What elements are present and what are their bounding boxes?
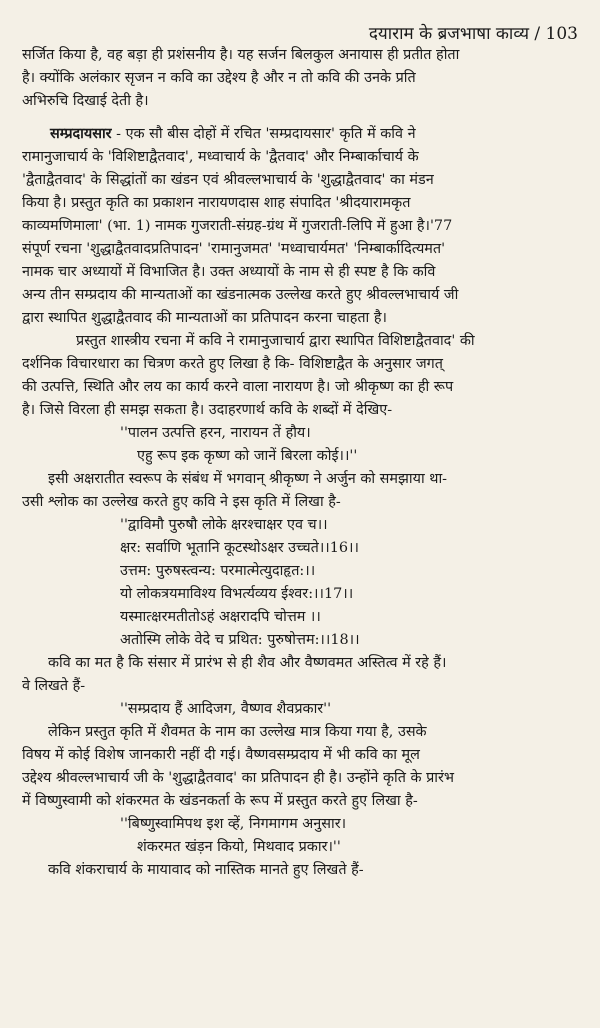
text-line: नामक चार अध्यायों में विभाजित है। उक्त अध्यायों के नाम से ही स्पष्ट है कि कवि [22, 264, 436, 280]
quote-line: ''सम्प्रदाय हैं आदिजग, वैष्णव शैवप्रकार'' [120, 701, 332, 717]
paragraph-mayavad [22, 859, 584, 882]
quote-line: एहु रूप इक कृष्ण को जानें बिरला कोई।।'' [137, 448, 358, 464]
paragraph-vaishnava-sampraday [22, 721, 584, 813]
running-title: दयाराम के ब्रजभाषा काव्य / 103 [368, 24, 578, 44]
text-line [22, 122, 584, 146]
page-header [22, 0, 584, 44]
paragraph-sampradaysar [22, 122, 584, 146]
text-line: की उत्पत्ति, स्थिति और लय का कार्य करने वाला नारायण है। जो श्रीकृष्ण का ही रूप [22, 379, 454, 395]
quote-block-3 [22, 813, 584, 859]
text-line: इसी अक्षरातीत स्वरूप के संबंध में भगवान् श्रीकृष्ण ने अर्जुन को समझाया था- [48, 471, 448, 487]
text-line: द्वारा स्थापित शुद्धाद्वैतवाद की मान्यताओं का प्रतिपादन करना चाहता है। [22, 310, 387, 326]
paragraph-intro [22, 44, 584, 113]
paragraph-aksharatita [22, 468, 584, 514]
text-line: काव्यमणिमाला' (भा. 1) नामक गुजराती-संग्रह-ग्रंथ में गुजराती-लिपि में हुआ है।'77 [22, 218, 453, 234]
text-line: वे लिखते हैं- [22, 678, 86, 694]
shloka-line: यो लोकत्रयमाविश्य विभर्त्यव्यय ईश्वर:।।17।। [120, 586, 354, 602]
shloka-line: उत्तम: पुरुषस्त्वन्य: परमात्मेत्युदाहृत:।। [120, 563, 316, 579]
text-line: कवि का मत है कि संसार में प्रारंभ से ही शैव और वैष्णवमत अस्तित्व में रहे हैं। [48, 655, 447, 671]
text-line: कवि शंकराचार्य के मायावाद को नास्तिक मानते हुए लिखते हैं- [48, 862, 364, 878]
text-line: प्रस्तुत शास्त्रीय रचना में कवि ने रामानुजाचार्य द्वारा स्थापित विशिष्टाद्वैतवाद' की [76, 333, 475, 349]
quote-line: शंकरमत खंड़न कियो, मिथवाद प्रकार।'' [137, 839, 341, 855]
quote-block-1 [22, 422, 584, 468]
text-line: अभिरुचि दिखाई देती है। [22, 93, 149, 109]
shloka-line: क्षर: सर्वाणि भूतानि कूटस्थोऽक्षर उच्चते।।16।। [120, 540, 359, 556]
text-line: सर्जित किया है, वह बड़ा ही प्रशंसनीय है। यह सर्जन बिलकुल अनायास ही प्रतीत होता [22, 47, 460, 63]
text-line: विषय में कोई विशेष जानकारी नहीं दी गई। वैष्णवसम्प्रदाय में भी कवि का मूल [22, 747, 420, 763]
paragraph-shaiva-vaishnava [22, 652, 584, 698]
page-body [22, 44, 584, 882]
text-line: दर्शनिक विचारधारा का चित्रण करते हुए लिखा है कि- विशिष्टाद्वैत के अनुसार जगत् [22, 356, 443, 372]
quote-block-2 [22, 698, 584, 721]
paragraph-sampradaysar-body [22, 146, 584, 330]
quote-line: ''बिष्णुस्वामिपथ इश व्हें, निगमागम अनुसार। [120, 816, 347, 832]
shloka-line: ''द्वाविमौ पुरुषौ लोके क्षरश्चाक्षर एव च।। [120, 517, 328, 533]
shloka-line: यस्मात्क्षरमतीतोऽहं अक्षरादपि चोत्तम ।। [120, 609, 321, 625]
text-line: है। जिसे विरला ही समझ सकता है। उदाहरणार्थ कवि के शब्दों में देखिए- [22, 402, 393, 418]
shloka-block [22, 514, 584, 652]
text-line: 'द्वैताद्वैतवाद' के सिद्धांतों का खंडन एवं श्रीवल्लभाचार्य के 'शुद्धाद्वैतवाद' का मंडन [22, 172, 434, 188]
paragraph-vishishtadvaita [22, 330, 584, 422]
text-line: में विष्णुस्वामी को शंकरमत के खंडनकर्ता के रूप में प्रस्तुत करते हुए लिखा है- [22, 793, 418, 809]
heading-continuation: - एक सौ बीस दोहों में रचित 'सम्प्रदायसार' कृति में कवि ने [111, 126, 416, 142]
text-line: अन्य तीन सम्प्रदाय की मान्यताओं का खंडनात्मक उल्लेख करते हुए श्रीवल्लभाचार्य जी [22, 287, 459, 303]
quote-line: ''पालन उत्पत्ति हरन, नारायन तें हौय। [120, 425, 311, 441]
text-line: किया है। प्रस्तुत कृति का प्रकाशन नारायणदास शाह संपादित 'श्रीदयारामकृत [22, 195, 411, 211]
text-line: रामानुजाचार्य के 'विशिष्टाद्वैतवाद', मध्वाचार्य के 'द्वैतवाद' और निम्बार्काचार्य के [22, 149, 419, 165]
text-line: उसी श्लोक का उल्लेख करते हुए कवि ने इस कृति में लिखा है- [22, 494, 341, 510]
text-line: संपूर्ण रचना 'शुद्धाद्वैतवादप्रतिपादन' 'रामानुजमत' 'मध्वाचार्यमत' 'निम्बार्कादित्यमत' [22, 241, 446, 257]
text-line: है। क्योंकि अलंकार सृजन न कवि का उद्देश्य है और न तो कवि की उनके प्रति [22, 70, 416, 86]
text-line: उद्देश्य श्रीवल्लभाचार्य जी के 'शुद्धाद्वैतवाद' का प्रतिपादन ही है। उन्होंने कृति के प्रारंभ [22, 770, 455, 786]
section-heading: सम्प्रदायसार [50, 125, 112, 142]
shloka-line: अतोस्मि लोके वेदे च प्रथित: पुरुषोत्तम:।।18।। [120, 632, 360, 648]
text-line: लेकिन प्रस्तुत कृति में शैवमत के नाम का उल्लेख मात्र किया गया है, उसके [48, 724, 427, 740]
